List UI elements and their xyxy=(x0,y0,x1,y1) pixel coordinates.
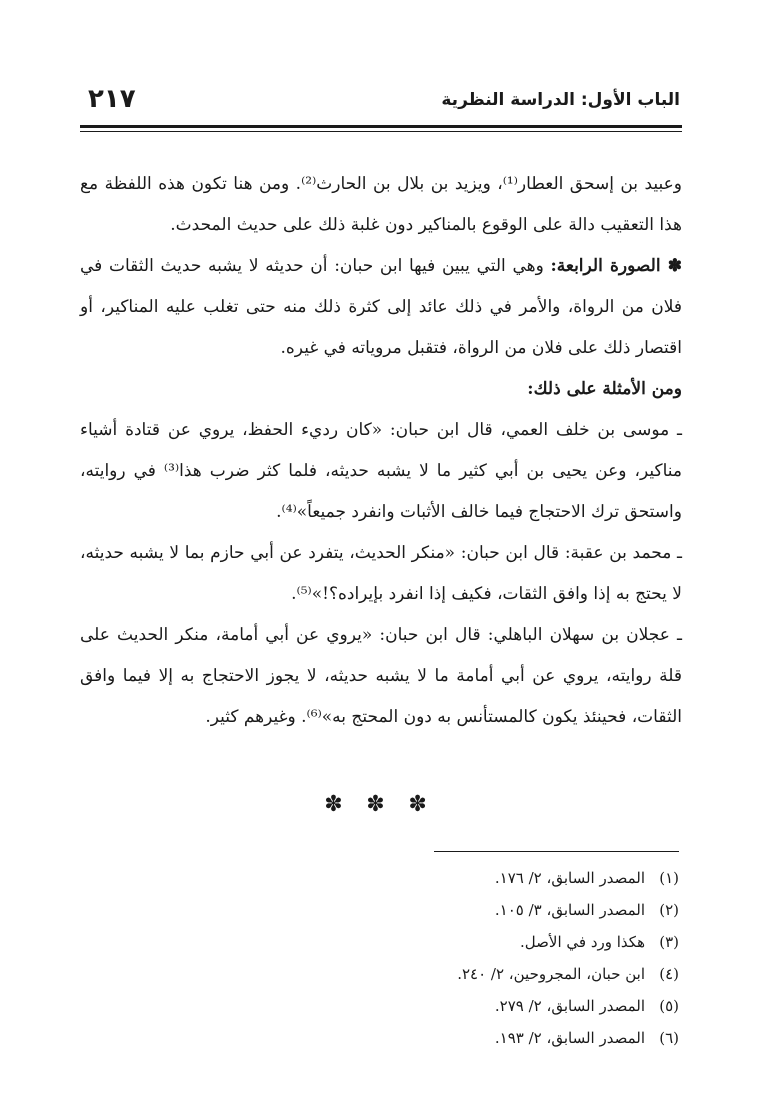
footnote-number: (٦) xyxy=(659,1029,679,1047)
footnote-item xyxy=(379,1022,679,1054)
section-heading-fourth-form: ✽ الصورة الرابعة: xyxy=(550,256,682,276)
footnotes-list xyxy=(379,862,679,1054)
page-number: ٢١٧ xyxy=(88,84,136,114)
footnote-item xyxy=(379,926,679,958)
paragraph-2-text: وهي التي يبين فيها ابن حبان: أن حديثه لا يشبه حديث الثقات في فلان من الرواة، والأمر في ذلك عائد إلى كثرة ذلك منه حتى تغلب عليه المناكير، أو اقتصار ذلك على فلان من الرواة، فتقبل مروياته في غيره. xyxy=(80,256,682,358)
paragraph-2 xyxy=(80,246,682,369)
example-musa: ـ موسى بن خلف العمي، قال ابن حبان: «كان رديء الحفظ، يروي عن قتادة أشياء مناكير، وعن يحيى بن أبي كثير ما لا يشبه حديثه، فلما كثر ضرب هذا⁽³⁾ في روايته، واستحق ترك الاحتجاج فيما خالف الأثبات وانفرد جميعاً»⁽⁴⁾. xyxy=(80,420,682,522)
section-separator: ✽ ✽ ✽ xyxy=(324,792,435,817)
footnote-text: المصدر السابق، ٢/ ٢٧٩. xyxy=(494,997,645,1015)
chapter-title: الباب الأول: الدراسة النظرية xyxy=(441,90,680,110)
footnote-text: هكذا ورد في الأصل. xyxy=(520,933,645,951)
footnote-number: (٥) xyxy=(659,997,679,1015)
footnote-text: المصدر السابق، ٢/ ١٩٣. xyxy=(494,1029,645,1047)
footnote-item xyxy=(379,862,679,894)
footnote-rule xyxy=(434,851,679,852)
footnote-number: (٤) xyxy=(659,965,679,983)
footnote-item xyxy=(379,894,679,926)
main-text xyxy=(80,164,682,738)
footnote-item xyxy=(379,990,679,1022)
examples-list xyxy=(80,410,682,738)
header-rule-thin xyxy=(80,131,682,132)
example-muhammad: ـ محمد بن عقبة: قال ابن حبان: «منكر الحديث، يتفرد عن أبي حازم بما لا يشبه حديثه، لا يحتج به إذا وافق الثقات، فكيف إذا انفرد بإيراده؟!»⁽⁵⁾. xyxy=(80,543,682,604)
example-ajlan: ـ عجلان بن سهلان الباهلي: قال ابن حبان: «يروي عن أبي أمامة، منكر الحديث على قلة روايته، يروي عن أبي أمامة ما لا يشبه حديثه، لا يجوز الاحتجاج به إلا فيما وافق الثقات، فحينئذ يكون كالمستأنس به دون المحتج به»⁽⁶⁾. وغيرهم كثير. xyxy=(80,625,682,727)
examples-heading: ومن الأمثلة على ذلك: xyxy=(527,379,682,399)
footnote-item xyxy=(379,958,679,990)
footnote-number: (٢) xyxy=(659,901,679,919)
footnote-text: المصدر السابق، ٢/ ١٧٦. xyxy=(494,869,645,887)
footnote-text: ابن حبان، المجروحين، ٢/ ٢٤٠. xyxy=(457,965,645,983)
footnote-number: (٣) xyxy=(659,933,679,951)
page-header xyxy=(80,82,680,118)
footnote-text: المصدر السابق، ٣/ ١٠٥. xyxy=(494,901,645,919)
header-rule-thick xyxy=(80,125,682,128)
footnote-number: (١) xyxy=(659,869,679,887)
paragraph-1: وعبيد بن إسحق العطار⁽¹⁾، ويزيد بن بلال بن الحارث⁽²⁾. ومن هنا تكون هذه اللفظة مع هذا التعقيب دالة على الوقوع بالمناكير دون غلبة ذلك على حديث المحدث. xyxy=(80,174,682,235)
